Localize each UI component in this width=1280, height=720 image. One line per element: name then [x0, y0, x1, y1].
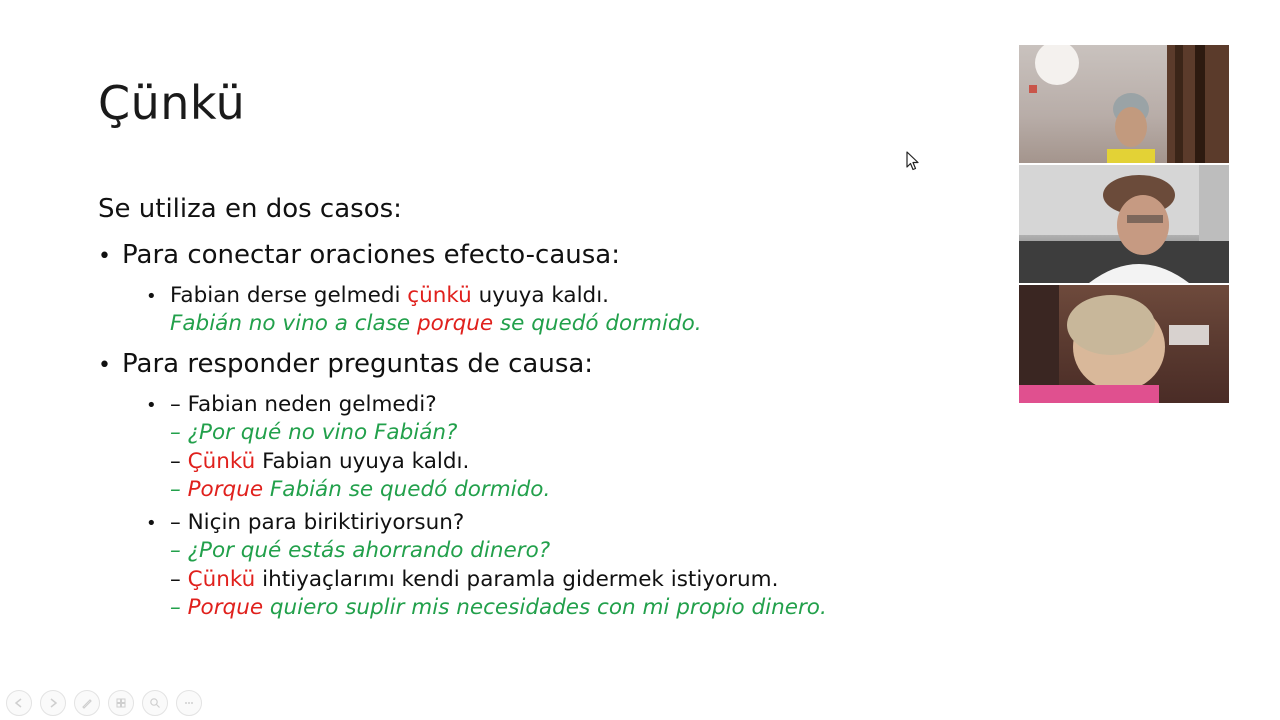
text: Fabian uyuya kaldı.	[255, 448, 470, 474]
zoom-button[interactable]	[142, 690, 168, 716]
example-2	[146, 391, 550, 504]
zoom-icon	[149, 697, 161, 709]
sub-bullet-dot: •	[146, 395, 157, 416]
participant-video-icon	[1019, 165, 1229, 283]
text: quiero suplir mis necesidades con mi propio dinero.	[263, 594, 827, 620]
text: Fabián no vino a clase	[170, 311, 417, 337]
previous-slide-button[interactable]	[6, 690, 32, 716]
bullet-dot: •	[98, 244, 111, 269]
mouse-cursor-icon	[906, 151, 920, 171]
example-3-question-turkish: – Niçin para biriktiriyorsun?	[170, 510, 465, 535]
pen-icon	[81, 697, 93, 709]
example-3-answer-turkish	[170, 566, 827, 594]
participant-video-icon	[1019, 45, 1229, 163]
participant-video-2[interactable]	[1019, 165, 1229, 283]
text: ihtiyaçlarımı kendi paramla gidermek istiyorum.	[255, 566, 779, 592]
keyword-cunku: Çünkü	[187, 448, 256, 474]
example-2-answer-turkish	[170, 448, 550, 476]
text: uyuya kaldı.	[471, 283, 610, 308]
sub-bullet-dot: •	[146, 286, 157, 307]
keyword-porque: porque	[416, 311, 494, 337]
more-options-button[interactable]	[176, 690, 202, 716]
pen-button[interactable]	[74, 690, 100, 716]
keyword-cunku: çünkü	[407, 283, 472, 308]
keyword-cunku: Çünkü	[187, 566, 256, 592]
keyword-porque: Porque	[187, 476, 264, 502]
example-2-answer-spanish	[170, 476, 550, 504]
example-3	[146, 509, 827, 622]
text: –	[170, 448, 188, 474]
bullet-label: Para conectar oraciones efecto-causa:	[122, 240, 620, 270]
text: Fabian derse gelmedi	[170, 283, 408, 308]
bullet-effect-cause	[98, 240, 620, 270]
text: –	[170, 594, 188, 620]
participant-video-3[interactable]	[1019, 285, 1229, 403]
sub-bullet-dot: •	[146, 513, 157, 534]
more-icon	[183, 697, 195, 709]
example-2-question-spanish: – ¿Por qué no vino Fabián?	[170, 420, 458, 446]
example-1-turkish	[170, 282, 702, 310]
text: –	[170, 476, 188, 502]
participant-video-icon	[1019, 285, 1229, 403]
text: –	[170, 566, 188, 592]
see-all-slides-button[interactable]	[108, 690, 134, 716]
example-1	[146, 282, 702, 339]
next-slide-button[interactable]	[40, 690, 66, 716]
participant-video-1[interactable]	[1019, 45, 1229, 163]
video-participants-panel	[1019, 45, 1229, 405]
next-icon	[47, 697, 59, 709]
example-3-answer-spanish	[170, 594, 827, 622]
slide-intro: Se utiliza en dos casos:	[98, 194, 402, 224]
example-1-spanish	[170, 310, 702, 338]
example-3-question-spanish: – ¿Por qué estás ahorrando dinero?	[170, 538, 551, 564]
slide-title: Çünkü	[98, 76, 246, 130]
text: se quedó dormido.	[493, 311, 702, 337]
text: Fabián se quedó dormido.	[263, 476, 551, 502]
slides-grid-icon	[115, 697, 127, 709]
example-2-question-turkish: – Fabian neden gelmedi?	[170, 392, 437, 417]
bullet-label: Para responder preguntas de causa:	[122, 349, 594, 379]
previous-icon	[13, 697, 25, 709]
keyword-porque: Porque	[187, 594, 264, 620]
slideshow-controls	[6, 690, 202, 716]
bullet-answer-questions	[98, 349, 593, 379]
bullet-dot: •	[98, 353, 111, 378]
